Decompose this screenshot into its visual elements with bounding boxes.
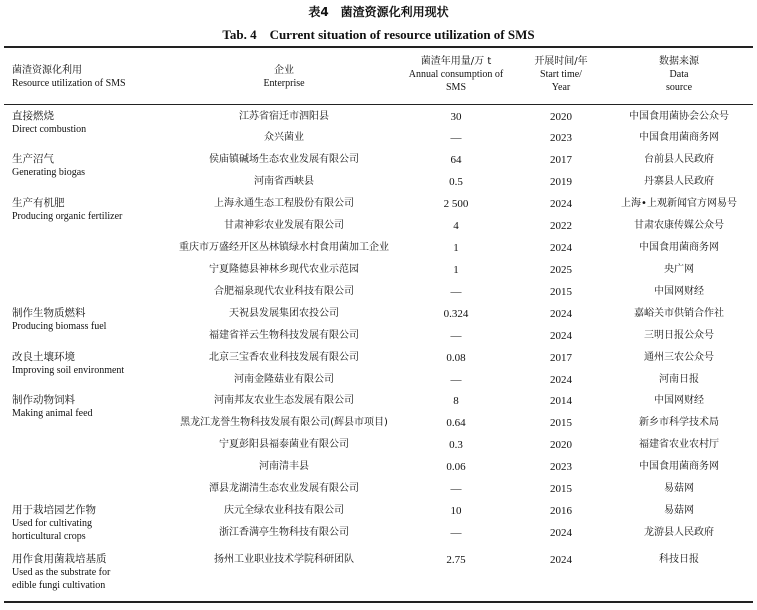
year-cell: 2024	[550, 308, 572, 320]
source-cell: 甘肃农康传媒公众号	[634, 220, 724, 231]
enterprise-cell: 重庆市万盛经开区丛林镇绿水村食用菌加工企业	[179, 242, 389, 253]
year-cell: 2024	[550, 527, 572, 539]
enterprise-cell: 北京三宝香农业科技发展有限公司	[209, 352, 359, 363]
enterprise-cell: 宁夏隆德县神林乡现代农业示范园	[209, 264, 359, 275]
header-rule	[4, 104, 753, 105]
source-cell: 中国网财经	[654, 395, 704, 406]
enterprise-cell: 庆元全绿农业科技有限公司	[224, 505, 344, 516]
enterprise-cell: 黑龙江龙誉生物科技发展有限公司(辉县市项目)	[180, 417, 388, 428]
enterprise-cell: 河南邦友农业生态发展有限公司	[214, 395, 354, 406]
amount-cell: 10	[450, 505, 462, 517]
category-cn: 生产沼气	[12, 153, 54, 165]
enterprise-cell: 天祝县发展集团农投公司	[229, 308, 339, 319]
enterprise-cell: 河南省西峡县	[254, 176, 314, 187]
category-en: Direct combustion	[12, 124, 87, 135]
header-category-en: Resource utilization of SMS	[12, 78, 126, 89]
amount-cell: 30	[450, 111, 462, 123]
enterprise-cell: 扬州工业职业技术学院科研团队	[214, 554, 354, 565]
header-source	[604, 55, 754, 94]
header-source-en2: source	[665, 82, 693, 93]
year-cell: 2020	[550, 111, 572, 123]
year-cell: 2024	[550, 330, 572, 342]
year-cell: 2014	[550, 395, 572, 407]
category-cn: 生产有机肥	[12, 197, 65, 209]
year-cell: 2023	[550, 461, 572, 473]
category-cell	[12, 307, 172, 333]
category-cn: 改良土壤环境	[12, 351, 75, 363]
amount-cell: —	[450, 527, 462, 539]
year-cell: 2017	[550, 352, 572, 364]
amount-cell: 0.324	[443, 308, 469, 320]
amount-cell: 8	[453, 395, 459, 407]
source-cell: 龙游县人民政府	[644, 527, 714, 538]
header-enterprise-en: Enterprise	[263, 78, 305, 89]
enterprise-cell: 福建省祥云生物科技发展有限公司	[209, 330, 359, 341]
amount-cell: 4	[453, 220, 459, 232]
year-cell: 2025	[550, 264, 572, 276]
category-cell	[12, 553, 172, 592]
top-rule	[4, 46, 753, 48]
enterprise-cell: 侯庙镇碱场生态农业发展有限公司	[209, 154, 359, 165]
year-cell: 2022	[550, 220, 572, 232]
source-cell: 河南日报	[659, 374, 699, 385]
source-cell: 通州三农公众号	[644, 352, 714, 363]
amount-cell: —	[450, 483, 462, 495]
amount-cell: 2 500	[443, 198, 469, 210]
amount-cell: 2.75	[446, 554, 466, 566]
year-cell: 2017	[550, 154, 572, 166]
source-cell: 中国食用菌商务网	[639, 461, 719, 472]
source-cell: 科技日报	[659, 554, 699, 565]
enterprise-cell: 潭县龙湖清生态农业发展有限公司	[209, 483, 359, 494]
source-cell: 易菇网	[664, 505, 694, 516]
year-cell: 2024	[550, 554, 572, 566]
source-cell: 中国食用菌商务网	[639, 132, 719, 143]
category-cell	[12, 197, 172, 223]
year-cell: 2015	[550, 483, 572, 495]
amount-cell: —	[450, 286, 462, 298]
enterprise-cell: 宁夏彭阳县福泰菌业有限公司	[219, 439, 349, 450]
source-cell: 易菇网	[664, 483, 694, 494]
year-cell: 2015	[550, 286, 572, 298]
enterprise-cell: 上海永通生态工程股份有限公司	[214, 198, 354, 209]
source-cell: 央广网	[664, 264, 694, 275]
amount-cell: 0.3	[449, 439, 463, 451]
enterprise-cell: 河南清丰县	[259, 461, 309, 472]
header-consumption-en1: Annual consumption of	[408, 69, 504, 80]
source-cell: 福建省农业农村厅	[639, 439, 719, 450]
amount-cell: 0.08	[446, 352, 466, 364]
header-category	[12, 64, 172, 90]
year-cell: 2024	[550, 374, 572, 386]
year-cell: 2023	[550, 132, 572, 144]
category-cell	[12, 153, 172, 179]
amount-cell: 64	[450, 154, 462, 166]
header-start-cn: 开展时间/年	[534, 56, 588, 67]
amount-cell: 0.06	[446, 461, 466, 473]
amount-cell: 1	[453, 264, 459, 276]
amount-cell: —	[450, 330, 462, 342]
header-consumption-cn: 菌渣年用量/万 t	[420, 56, 492, 67]
source-cell: 三明日报公众号	[644, 330, 714, 341]
enterprise-cell: 浙江香满亭生物科技有限公司	[219, 527, 349, 538]
amount-cell: 0.5	[449, 176, 463, 188]
category-en: edible fungi cultivation	[12, 580, 106, 591]
amount-cell: —	[450, 132, 462, 144]
enterprise-cell: 河南金隆菇业有限公司	[234, 374, 334, 385]
source-cell: 上海•上观新闻官方网易号	[621, 198, 737, 209]
year-cell: 2020	[550, 439, 572, 451]
header-source-cn: 数据来源	[659, 56, 699, 67]
year-cell: 2015	[550, 417, 572, 429]
source-cell: 新乡市科学技术局	[639, 417, 719, 428]
source-cell: 丹寨县人民政府	[644, 176, 714, 187]
category-cn: 制作生物质燃料	[12, 307, 86, 319]
category-en: Improving soil environment	[12, 365, 125, 376]
enterprise-cell: 合肥福泉现代农业科技有限公司	[214, 286, 354, 297]
category-en: Used as the substrate for	[12, 567, 111, 578]
category-en: Producing biomass fuel	[12, 321, 107, 332]
category-en: Making animal feed	[12, 408, 93, 419]
enterprise-cell: 江苏省宿迁市泗阳县	[239, 111, 329, 122]
bottom-rule	[4, 601, 753, 603]
category-cn: 用作食用菌栽培基质	[12, 553, 107, 565]
year-cell: 2024	[550, 198, 572, 210]
year-cell: 2016	[550, 505, 572, 517]
header-start-en2: Year	[551, 82, 571, 93]
category-cell	[12, 504, 172, 543]
category-en: Producing organic fertilizer	[12, 211, 123, 222]
category-cell	[12, 394, 172, 420]
year-cell: 2019	[550, 176, 572, 188]
amount-cell: 1	[453, 242, 459, 254]
header-category-cn: 菌渣资源化利用	[12, 65, 82, 76]
category-cn: 用于栽培园艺作物	[12, 504, 96, 516]
header-start-time	[520, 55, 602, 94]
header-enterprise	[176, 64, 392, 90]
category-cn: 直接燃烧	[12, 110, 54, 122]
header-start-en1: Start time/	[540, 69, 582, 80]
category-cn: 制作动物饲料	[12, 394, 75, 406]
table-caption-cn: 表4 菌渣资源化利用现状	[308, 5, 449, 19]
enterprise-cell: 众兴菌业	[264, 132, 304, 143]
category-cell	[12, 351, 172, 377]
source-cell: 中国食用菌商务网	[639, 242, 719, 253]
header-enterprise-cn: 企业	[274, 65, 294, 76]
source-cell: 台前县人民政府	[644, 154, 714, 165]
year-cell: 2024	[550, 242, 572, 254]
amount-cell: 0.64	[446, 417, 466, 429]
source-cell: 中国食用菌协会公众号	[629, 111, 729, 122]
source-cell: 中国网财经	[654, 286, 704, 297]
header-consumption	[398, 55, 514, 94]
amount-cell: —	[450, 374, 462, 386]
header-source-en1: Data	[669, 69, 689, 80]
category-cell	[12, 110, 172, 136]
table-caption-en: Tab. 4 Current situation of resource utilization of SMS	[222, 27, 535, 42]
category-en: horticultural crops	[12, 531, 86, 542]
source-cell: 嘉峪关市供销合作社	[634, 308, 724, 319]
category-en: Generating biogas	[12, 167, 86, 178]
category-en: Used for cultivating	[12, 518, 92, 529]
header-consumption-en2: SMS	[445, 82, 466, 93]
enterprise-cell: 甘肃神彩农业发展有限公司	[224, 220, 344, 231]
